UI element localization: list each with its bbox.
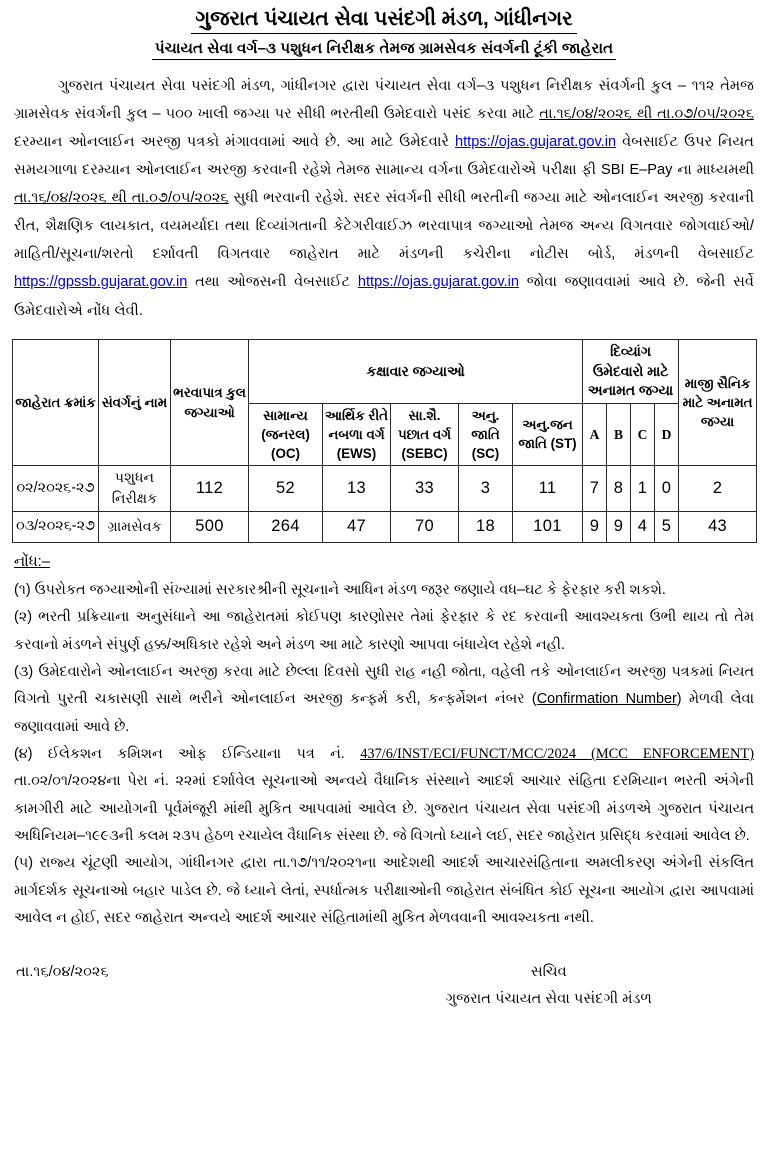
cell-pwd-a: 9	[583, 512, 607, 543]
th-ex-servicemen: માજી સૈનિક માટે અનામત જગ્યા	[679, 340, 757, 466]
cell-general: 264	[249, 512, 323, 543]
note-item-3	[14, 659, 754, 741]
cell-sc: 3	[459, 465, 513, 511]
th-pwd-group: દિવ્યાંગ ઉમેદવારો માટે અનામત જગ્યા	[583, 340, 679, 404]
table-header-row-1	[13, 340, 757, 404]
th-ews: આર્થિક રીતે નબળા વર્ગ (EWS)	[323, 403, 391, 465]
note-4-text-b: તા.૦૨/૦૧/૨૦૨૪ના પેરા નં. ૨૨માં દર્શાવેલ સૂચનાઓ અન્વયે વૈધાનિક સંસ્થાને આદર્શ આચાર સંહિતા દરમિયાન ભરતી અંગેની કામગીરી માટે આયોગની પૂર્વમંજૂરી માંથી મુકિત આપવામાં આવેલ છે. ગુજરાત પંચાયત સેવા પસંદગી મંડળએ ગુજરાત પંચાયત અધિનિયમ–૧૯૯૩ની કલમ ૨૩૫ હેઠળ રચાયેલ વૈધાનિક સંસ્થા છે. જે વિગતો ધ્યાને લઈ, સદર જાહેરાત પ્રસિદ્ધ કરવામાં આવેલ છે.	[14, 773, 754, 845]
page-title: ગુજરાત પંચાયત સેવા પસંદગી મંડળ, ગાંધીનગર	[191, 6, 576, 34]
cell-total-posts: 112	[171, 465, 249, 511]
note-3-text-b: ) મેળવી લેવા જણાવવામાં આવે છે.	[14, 691, 755, 735]
th-pwd-b: B	[607, 403, 631, 465]
th-cadre-name: સંવર્ગનું નામ	[99, 340, 171, 466]
cell-ex-servicemen: 43	[679, 512, 757, 543]
cell-pwd-c: 1	[631, 465, 655, 511]
cell-pwd-a: 7	[583, 465, 607, 511]
issue-date: તા.૧૬/૦૪/૨૦૨૬	[16, 963, 109, 980]
cell-pwd-b: 9	[607, 512, 631, 543]
intro-paragraph	[12, 72, 756, 324]
cell-total-posts: 500	[171, 512, 249, 543]
cell-advt-no: ૦૨/૨૦૨૬-૨૭	[13, 465, 99, 511]
page-subtitle: પંચાયત સેવા વર્ગ–૩ પશુધન નિરીક્ષક તેમજ ગ્રામસેવક સંવર્ગની ટૂંકી જાહેરાત	[152, 39, 616, 61]
footer-date-block	[12, 959, 342, 1014]
cell-sebc: 33	[391, 465, 459, 511]
table-row	[13, 465, 757, 511]
th-st: અનુ.જન જાતિ (ST)	[513, 403, 583, 465]
eci-letter-reference: 437/6/INST/ECI/FUNCT/MCC/2024 (MCC ENFORCEMENT)	[360, 746, 754, 762]
cell-ews: 47	[323, 512, 391, 543]
ojas-website-link-1[interactable]: https://ojas.gujarat.gov.in	[455, 134, 617, 151]
cell-st: 101	[513, 512, 583, 543]
signatory-organization: ગુજરાત પંચાયત સેવા પસંદગી મંડળ	[445, 991, 652, 1008]
th-general: સામાન્ય (જનરલ) (OC)	[249, 403, 323, 465]
cell-pwd-d: 5	[655, 512, 679, 543]
cell-advt-no: ૦૩/૨૦૨૬-૨૭	[13, 512, 99, 543]
th-sc: અનુ. જાતિ (SC)	[459, 403, 513, 465]
gpssb-website-link[interactable]: https://gpssb.gujarat.gov.in	[14, 274, 188, 291]
document-header	[12, 6, 756, 60]
cell-st: 11	[513, 465, 583, 511]
intro-text-4: સુધી ભરવાની રહેશે. સદર સંવર્ગની સીધી ભરતીની જગ્યા માટે ઓનલાઈન અરજી કરવાની રીત, શૈક્ષણિક લાયકાત, વયમર્યાદા તથા દિવ્યાંગતાની કેટેગરીવાઈઝ ભરવાપાત્ર જગ્યાઓ તેમજ અન્ય વિગતવાર જોગવાઈઓ/માહિતી/સૂચના/શરતો દર્શાવતી વિગતવાર જાહેરાત માટે મંડળની કચેરીના નોટીસ બોર્ડ, મંડળની વેબસાઈટ	[14, 190, 754, 263]
vacancy-table	[12, 339, 757, 543]
cell-pwd-b: 8	[607, 465, 631, 511]
cell-ews: 13	[323, 465, 391, 511]
intro-text-1: ગુજરાત પંચાયત સેવા પસંદગી મંડળ, ગાંધીનગર દ્વારા પંચાયત સેવા વર્ગ–૩ પશુધન નિરીક્ષક સંવર્ગની કુલ – ૧૧૨ તેમજ ગ્રામસેવક સંવર્ગની કુલ – ૫૦૦ ખાલી જગ્યા પર સીધી ભરતીથી ઉમેદવારો પસંદ કરવા માટે	[14, 78, 754, 123]
intro-text-6: જોવા જણાવવામાં આવે છે. જેની સર્વે ઉમેદવારોએ નોંધ લેવી.	[14, 274, 754, 319]
th-advt-no: જાહેરાત ક્રમાંક	[13, 340, 99, 466]
signatory-role: સચિવ	[530, 963, 567, 980]
intro-text-5: તથા ઓજસની વેબસાઈટ	[187, 274, 358, 291]
note-3-text-a: (૩) ઉમેદવારોને ઓનલાઈન અરજી કરવા માટે છેલ્લા દિવસો સુધી રાહ નહી જોતા, વહેલી તકે ઓનલાઈન અરજી પત્રકમાં નિયત વિગતો પુરતી ચકાસણી સાથે ભરીને ઓનલાઈન અરજી કન્ફર્મ કરી, કન્ફર્મેશન નંબર (	[14, 663, 754, 708]
cell-cadre-name: પશુધન નિરીક્ષક	[99, 465, 171, 511]
confirmation-number-term: Confirmation Number	[536, 691, 677, 708]
cell-sc: 18	[459, 512, 513, 543]
th-pwd-c: C	[631, 403, 655, 465]
notes-title: નોંધ:–	[14, 553, 50, 570]
cell-ex-servicemen: 2	[679, 465, 757, 511]
note-4-text-a: (૪) ઈલેકશન કમિશન ઓફ ઈન્ડિયાના પત્ર નં.	[14, 746, 361, 762]
note-item-5: (૫) રાજ્ય ચૂંટણી આયોગ, ગાંધીનગર દ્વારા તા.૧૭/૧૧/૨૦૨૧ના આદેશથી આદર્શ આચારસંહિતાના અમલીકરણ અંગેની સંકલિત માર્ગદર્શક સૂચનાઓ બહાર પાડેલ છે. જે ધ્યાને લેતાં, સ્પર્ધાત્મક પરીક્ષાઓની જાહેરાત સંબંધિત કોઈ સૂચના આયોગ દ્વારા આપવામાં આવેલ ન હોઈ, સદર જાહેરાત અન્વયે આદર્શ આચાર સંહિતામાંથી મુકિત મેળવવાની આવશ્યકતા નથી.	[14, 855, 754, 927]
cell-sebc: 70	[391, 512, 459, 543]
note-item-1: (૧) ઉપરોકત જગ્યાઓની સંખ્યામાં સરકારશ્રીની સૂચનાને આધિન મંડળ જરૂર જણાયે વધ–ઘટ કે ફેરફાર કરી શકશે.	[14, 581, 666, 598]
cell-cadre-name: ગ્રામસેવક	[99, 512, 171, 543]
th-pwd-d: D	[655, 403, 679, 465]
note-item-2: (૨) ભરતી પ્રક્રિયાના અનુસંધાને આ જાહેરાતમાં કોઈપણ કારણોસર તેમાં ફેરફાર કે રદ કરવાની આવશ્યકતા ઉભી થાય તો તેમ કરવાનો મંડળને સંપુર્ણ હક્ક/અધિકાર રહેશે અને મંડળ આ માટે કારણો આપવા બંધાયેલ રહેશે નહી.	[14, 609, 754, 653]
intro-text-3: વેબસાઈટ ઉપર નિયત સમયગાળા દરમ્યાન ઓનલાઈન અરજી કરવાની રહેશે તેમજ સામાન્ય વર્ગના ઉમેદવારોએ પરીક્ષા ફી SBI E–Pay ના માધ્યમથી	[14, 134, 754, 179]
document-footer	[12, 959, 756, 1014]
ojas-website-link-2[interactable]: https://ojas.gujarat.gov.in	[357, 274, 520, 291]
cell-general: 52	[249, 465, 323, 511]
intro-text-2: દરમ્યાન ઓનલાઈન અરજી પત્રકો મંગાવવામાં આવે છે. આ માટે ઉમેદવારે	[14, 134, 455, 151]
note-item-4	[14, 741, 754, 850]
application-date-range-1: તા.૧૬/૦૪/૨૦૨૬ થી તા.૦૭/૦૫/૨૦૨૬	[539, 106, 754, 123]
th-sebc: સા.શૈ. પછાત વર્ગ (SEBC)	[391, 403, 459, 465]
signature-block	[342, 959, 756, 1014]
cell-pwd-d: 0	[655, 465, 679, 511]
th-total-posts: ભરવાપાત્ર કુલ જગ્યાઓ	[171, 340, 249, 466]
notes-section	[12, 548, 756, 933]
th-category-group: કક્ષાવાર જગ્યાઓ	[249, 340, 583, 404]
fee-date-range-2: તા.૧૬/૦૪/૨૦૨૬ થી તા.૦૭/૦૫/૨૦૨૬	[14, 190, 229, 207]
cell-pwd-c: 4	[631, 512, 655, 543]
table-row	[13, 512, 757, 543]
th-pwd-a: A	[583, 403, 607, 465]
